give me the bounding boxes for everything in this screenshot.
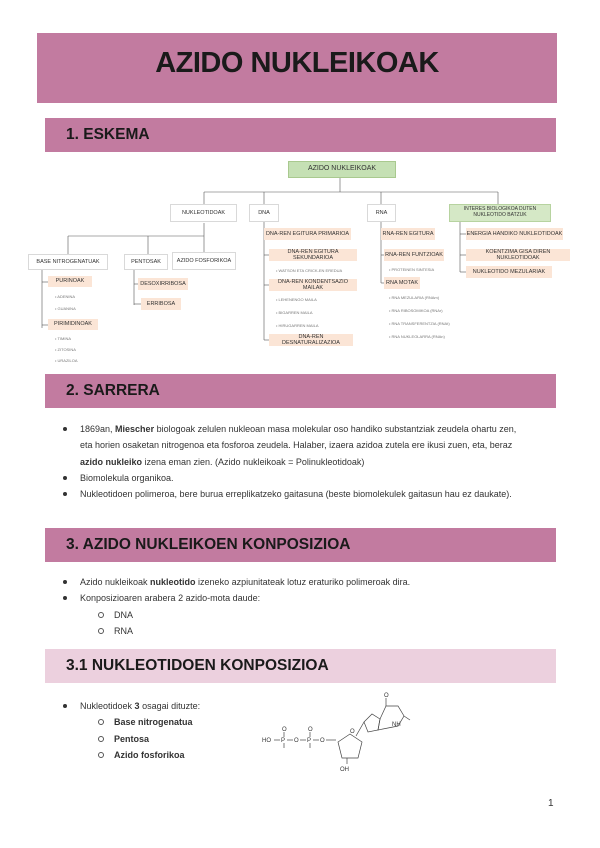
- map-uraziloa: • URAZILOA: [55, 358, 78, 363]
- map-rnam: • RNA MEZULARIA (RNAm): [389, 295, 439, 300]
- map-guanina: • GUANINA: [55, 306, 76, 311]
- osagaia-pentosa: Pentosa: [62, 731, 522, 747]
- molecule-label-oh: OH: [340, 767, 349, 773]
- map-azido-fosforikoa: AZIDO FOSFORIKOA: [172, 252, 236, 270]
- map-adenina: • ADENINA: [55, 294, 75, 299]
- molecule-label-p2: P: [307, 738, 312, 744]
- map-proteinen-sintesia: • PROTEINEN SINTESIA: [389, 267, 434, 272]
- molecule-label-p1: P: [281, 738, 286, 744]
- map-pentosak: PENTOSAK: [124, 254, 168, 270]
- title-banner: [37, 33, 557, 103]
- map-rnat: • RNA TRANSFERENTZIA (RNAt): [389, 321, 450, 326]
- molecule-label-o2: O: [294, 738, 299, 744]
- map-nukleotidoak: NUKLEOTIDOAK: [170, 204, 237, 222]
- sarrera-list: [62, 421, 522, 502]
- map-interes: INTERES BIOLOGIKOA DUTEN NUKLEOTIDO BATZUK: [449, 204, 551, 222]
- molecule-label-o4: O: [320, 738, 325, 744]
- section-title: 1. ESKEMA: [66, 126, 150, 143]
- map-zitosina: • ZITOSINA: [55, 347, 76, 352]
- map-rna-egitura: RNA-REN EGITURA: [381, 228, 435, 240]
- konposizioa-item: Azido nukleikoak nukleotido izeneko azpiunitateak lotuz eraturiko polimeroak dira.: [62, 574, 522, 590]
- osagaia-base: Base nitrogenatua: [62, 714, 522, 730]
- molecule-label-o1: O: [282, 727, 287, 733]
- osagaia-fosforikoa: Azido fosforikoa: [62, 747, 522, 763]
- map-erribosa: ERRIBOSA: [141, 298, 181, 310]
- map-dna-primarioa: DNA-REN EGITURA PRIMARIOA: [264, 228, 351, 240]
- map-dna-desnaturalizazioa: DNA-REN DESNATURALIZAZIOA: [269, 334, 353, 346]
- map-pirimidinoak: PIRIMIDINOAK: [48, 319, 98, 330]
- map-rna: RNA: [367, 204, 396, 222]
- type-rna: RNA: [62, 623, 522, 639]
- page-number: 1: [548, 798, 554, 809]
- section-header-nukleotidoak: [45, 649, 556, 683]
- map-rnar: • RNA RIBOSOMIKOA (RNAr): [389, 308, 443, 313]
- type-dna: DNA: [62, 607, 522, 623]
- section-header-sarrera: [45, 374, 556, 408]
- sarrera-item: Nukleotidoen polimeroa, bere burua erreplikatzeko gaitasuna (beste biomolekulek gaitasun hau ez daukate).: [62, 486, 522, 502]
- map-koentzimak: KOENTZIMA GISA DIREN NUKLEOTIDOAK: [466, 249, 570, 261]
- map-hirugarren-maila: • HIRUGARREN MAILA: [276, 323, 319, 328]
- map-base-nitrogenatuak: BASE NITROGENATUAK: [28, 254, 108, 270]
- map-rna-funtzioak: RNA-REN FUNTZIOAK: [384, 249, 444, 261]
- section-title: 3.1 NUKLEOTIDOEN KONPOSIZIOA: [66, 657, 329, 674]
- nucleotide-structure-diagram: [262, 692, 412, 774]
- concept-map: [0, 150, 600, 375]
- page-title: AZIDO NUKLEIKOAK: [155, 47, 439, 79]
- section-title: 2. SARRERA: [66, 382, 160, 399]
- map-rnan: • RNA NUKLEOLARRA (RNAn): [389, 334, 445, 339]
- map-bigarren-maila: • BIGARREN MAILA: [276, 310, 313, 315]
- map-rna-motak: RNA MOTAK: [384, 277, 420, 289]
- map-lehen-maila: • LEHENENGO MAILA: [276, 297, 317, 302]
- sarrera-item: 1869an, Miescher biologoak zelulen nukleoan masa molekular oso handiko substantziak zeudela ohartu zen, eta horien osaketan nitrogenoa eta fosforoa zeudela. Halaber, izaera azidoa zutela ere ikusi zuen, eta, beraz azido nukleiko izena eman zien. (Azido nukleikoak = Polinukleotidoak): [62, 421, 522, 470]
- map-dna-kondentsazio: DNA-REN KONDENTSAZIO MAILAK: [269, 279, 357, 291]
- sarrera-item: Biomolekula organikoa.: [62, 470, 522, 486]
- map-dna: DNA: [249, 204, 279, 222]
- nukleotidoak-item: Nukleotidoek 3 osagai dituzte:: [62, 698, 522, 714]
- map-watson-crick: • WATSON ETA CRICK-EN EREDUA: [276, 268, 342, 273]
- molecule-label-o5: O: [350, 729, 355, 735]
- map-mezulariak: NUKLEOTIDO MEZULARIAK: [466, 266, 552, 278]
- molecule-label-ho: HO: [262, 738, 271, 744]
- konposizioa-list: [62, 574, 522, 639]
- map-root: AZIDO NUKLEIKOAK: [288, 161, 396, 178]
- konposizioa-item: Konposizioaren arabera 2 azido-mota daude:: [62, 590, 522, 606]
- map-purinoak: PURINOAK: [48, 276, 92, 287]
- map-dna-sekundarioa: DNA-REN EGITURA SEKUNDARIOA: [269, 249, 357, 261]
- map-desoxirribosa: DESOXIRRIBOSA: [138, 278, 188, 290]
- molecule-label-o3: O: [308, 727, 313, 733]
- section-title: 3. AZIDO NUKLEIKOEN KONPOSIZIOA: [66, 536, 351, 553]
- map-energia-handiko: ENERGIA HANDIKO NUKLEOTIDOAK: [466, 228, 563, 240]
- molecule-label-o6: O: [384, 693, 389, 699]
- section-header-konposizioa: [45, 528, 556, 562]
- molecule-label-nh2: NH: [392, 722, 401, 728]
- map-timina: • TIMINA: [55, 336, 71, 341]
- section-header-eskema: [45, 118, 556, 152]
